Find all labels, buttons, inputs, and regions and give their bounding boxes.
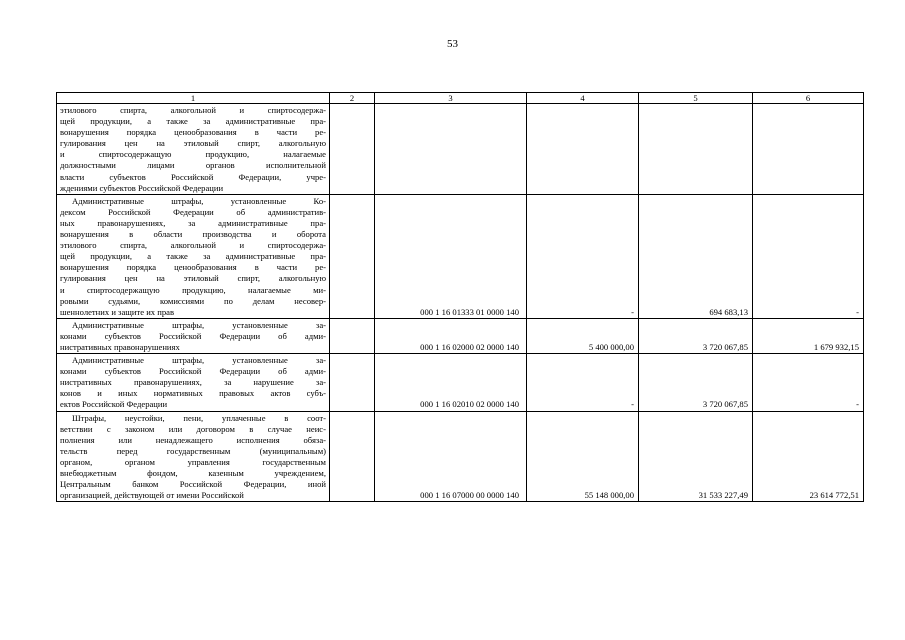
column-2-cell bbox=[330, 354, 375, 411]
table-row bbox=[57, 318, 864, 353]
column-4-value bbox=[527, 104, 639, 195]
table-row bbox=[57, 194, 864, 318]
column-5-value: 31 533 227,49 bbox=[639, 411, 753, 502]
row-description bbox=[57, 194, 330, 318]
column-6-value: - bbox=[753, 194, 864, 318]
description-line: организацией, действующей от имени Российской bbox=[60, 490, 244, 501]
column-2-cell bbox=[330, 194, 375, 318]
table-header-row bbox=[57, 93, 864, 104]
column-header-3: 3 bbox=[375, 93, 527, 104]
description-line: гулирования цен на этиловый спирт, алкогольную bbox=[60, 138, 326, 149]
column-5-value: 3 720 067,85 bbox=[639, 354, 753, 411]
column-4-value: - bbox=[527, 194, 639, 318]
description-line: полнения или ненадлежащего исполнения обяза- bbox=[60, 434, 326, 445]
budget-code-cell: 000 1 16 07000 00 0000 140 bbox=[375, 411, 527, 502]
description-line: этилового спирта, алкогольной и спиртосодержа- bbox=[60, 240, 326, 251]
column-4-value: - bbox=[527, 354, 639, 411]
column-6-value: 23 614 772,51 bbox=[753, 411, 864, 502]
description-line: ных правонарушениях, за административные пра- bbox=[60, 217, 326, 228]
column-header-5: 5 bbox=[639, 93, 753, 104]
column-header-4: 4 bbox=[527, 93, 639, 104]
table-row bbox=[57, 104, 864, 195]
description-line: ектов Российской Федерации bbox=[60, 399, 168, 410]
column-2-cell bbox=[330, 411, 375, 502]
description-line: шеннолетних и защите их прав bbox=[60, 306, 175, 317]
budget-table bbox=[56, 92, 864, 502]
description-line: Административные штрафы, установленные Ко- bbox=[72, 195, 326, 206]
description-line: должностными лицами органов исполнительной bbox=[60, 160, 326, 171]
table-row bbox=[57, 354, 864, 411]
description-line: тельств перед государственным (муниципальным) bbox=[60, 445, 326, 456]
row-description bbox=[57, 104, 330, 195]
description-line: Штрафы, неустойки, пени, уплаченные в соот- bbox=[72, 412, 326, 423]
row-description bbox=[57, 354, 330, 411]
budget-code-cell: 000 1 16 02010 02 0000 140 bbox=[375, 354, 527, 411]
table-row bbox=[57, 411, 864, 502]
description-line: Центральным банком Российской Федерации, иной bbox=[60, 479, 326, 490]
description-line: нистративных правонарушениях bbox=[60, 341, 180, 352]
column-2-cell bbox=[330, 104, 375, 195]
column-4-value: 55 148 000,00 bbox=[527, 411, 639, 502]
row-description bbox=[57, 411, 330, 502]
description-line: ждениями субъектов Российской Федерации bbox=[60, 182, 224, 193]
column-6-value bbox=[753, 104, 864, 195]
column-5-value: 694 683,13 bbox=[639, 194, 753, 318]
column-6-value: - bbox=[753, 354, 864, 411]
description-line: ветствии с законом или договором в случае неис- bbox=[60, 423, 326, 434]
budget-code-cell bbox=[375, 104, 527, 195]
description-line: конами субъектов Российской Федерации об адми- bbox=[60, 330, 326, 341]
description-line: конов и иных нормативных правовых актов субъ- bbox=[60, 388, 326, 399]
column-header-1: 1 bbox=[57, 93, 330, 104]
description-line: и спиртосодержащую продукцию, налагаемые ми- bbox=[60, 284, 326, 295]
description-line: Административные штрафы, установленные за- bbox=[72, 355, 326, 366]
column-5-value bbox=[639, 104, 753, 195]
column-2-cell bbox=[330, 318, 375, 353]
description-line: гулирования цен на этиловый спирт, алкогольную bbox=[60, 273, 326, 284]
column-header-6: 6 bbox=[753, 93, 864, 104]
description-line: вонарушения порядка ценообразования в части ре- bbox=[60, 127, 326, 138]
description-line: и спиртосодержащую продукцию, налагаемые bbox=[60, 149, 326, 160]
column-5-value: 3 720 067,85 bbox=[639, 318, 753, 353]
row-description bbox=[57, 318, 330, 353]
description-line: ровыми судьями, комиссиями по делам несовер- bbox=[60, 295, 326, 306]
description-line: щей продукции, а также за административные пра- bbox=[60, 251, 326, 262]
description-line: конами субъектов Российской Федерации об адми- bbox=[60, 366, 326, 377]
column-6-value: 1 679 932,15 bbox=[753, 318, 864, 353]
description-line: Административные штрафы, установленные за- bbox=[72, 319, 326, 330]
budget-code-cell: 000 1 16 01333 01 0000 140 bbox=[375, 194, 527, 318]
budget-code-cell: 000 1 16 02000 02 0000 140 bbox=[375, 318, 527, 353]
page-number: 53 bbox=[447, 38, 458, 50]
description-line: власти субъектов Российской Федерации, учре- bbox=[60, 171, 326, 182]
description-line: этилового спирта, алкогольной и спиртосодержа- bbox=[60, 105, 326, 115]
description-line: дексом Российской Федерации об административ- bbox=[60, 206, 326, 217]
description-line: органом, органом управления государственным bbox=[60, 456, 326, 467]
description-line: нистративных правонарушениях, за нарушение за- bbox=[60, 377, 326, 388]
description-line: вонарушения в области производства и оборота bbox=[60, 229, 326, 240]
column-header-2: 2 bbox=[330, 93, 375, 104]
description-line: вонарушения порядка ценообразования в части ре- bbox=[60, 262, 326, 273]
description-line: внебюджетным фондом, казенным учреждением, bbox=[60, 468, 326, 478]
column-4-value: 5 400 000,00 bbox=[527, 318, 639, 353]
description-line: щей продукции, а также за административные пра- bbox=[60, 116, 326, 127]
